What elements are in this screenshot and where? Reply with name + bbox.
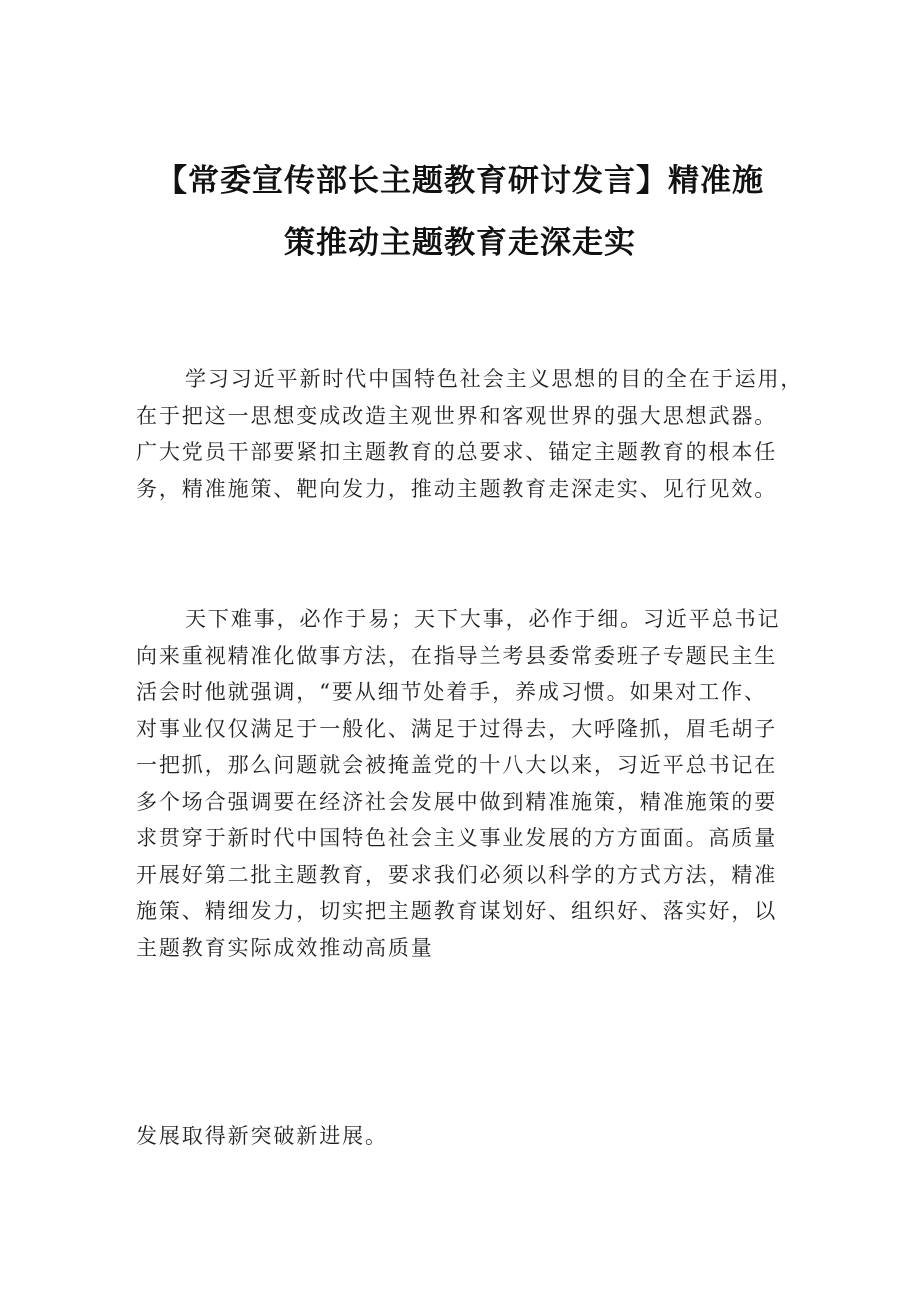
paragraph-line: 求贯穿于新时代中国特色社会主义事业发展的方方面面。高质量	[136, 826, 778, 850]
title-line: 【常委宣传部长主题教育研讨发言】精准施	[156, 163, 764, 199]
paragraph-line: 对事业仅仅满足于一般化、满足于过得去，大呼隆抓，眉毛胡子	[136, 716, 778, 741]
paragraph-3	[136, 1118, 796, 1155]
paragraph-line: 多个场合强调要在经济社会发展中做到精准施策，精准施策的要	[136, 789, 778, 814]
paragraph-line: 务，精准施策、靶向发力，推动主题教育走深走实、见行见效。	[136, 476, 778, 501]
title-line: 策推动主题教育走深走实	[284, 225, 636, 261]
paragraph-line: 向来重视精准化做事方法，在指导兰考县委常委班子专题民主生	[136, 643, 778, 668]
paragraph-line: 发展取得新突破新进展。	[136, 1124, 388, 1148]
paragraph-line: 一把抓，那么问题就会被掩盖党的十八大以来，习近平总书记在	[136, 753, 778, 777]
paragraph-line: 开展好第二批主题教育，要求我们必须以科学的方式方法，精准	[136, 862, 778, 887]
paragraph-line: 在于把这一思想变成改造主观世界和客观世界的强大思想武器。	[136, 403, 778, 428]
document-title	[120, 150, 800, 274]
paragraph-line: 学习习近平新时代中国特色社会主义思想的目的全在于运用，	[185, 367, 804, 391]
paragraph-line: 广大党员干部要紧扣主题教育的总要求、锚定主题教育的根本任	[136, 440, 778, 464]
paragraph-line: 施策、精细发力，切实把主题教育谋划好、组织好、落实好，以	[136, 899, 778, 923]
paragraph-line: 主题教育实际成效推动高质量	[136, 935, 434, 960]
paragraph-line: 活会时他就强调，“要从细节处着手，养成习惯。如果对工作、	[136, 680, 767, 704]
paragraph-line: 天下难事，必作于易；天下大事，必作于细。习近平总书记	[185, 607, 781, 631]
paragraph-1	[136, 361, 804, 507]
paragraph-2	[136, 601, 796, 966]
